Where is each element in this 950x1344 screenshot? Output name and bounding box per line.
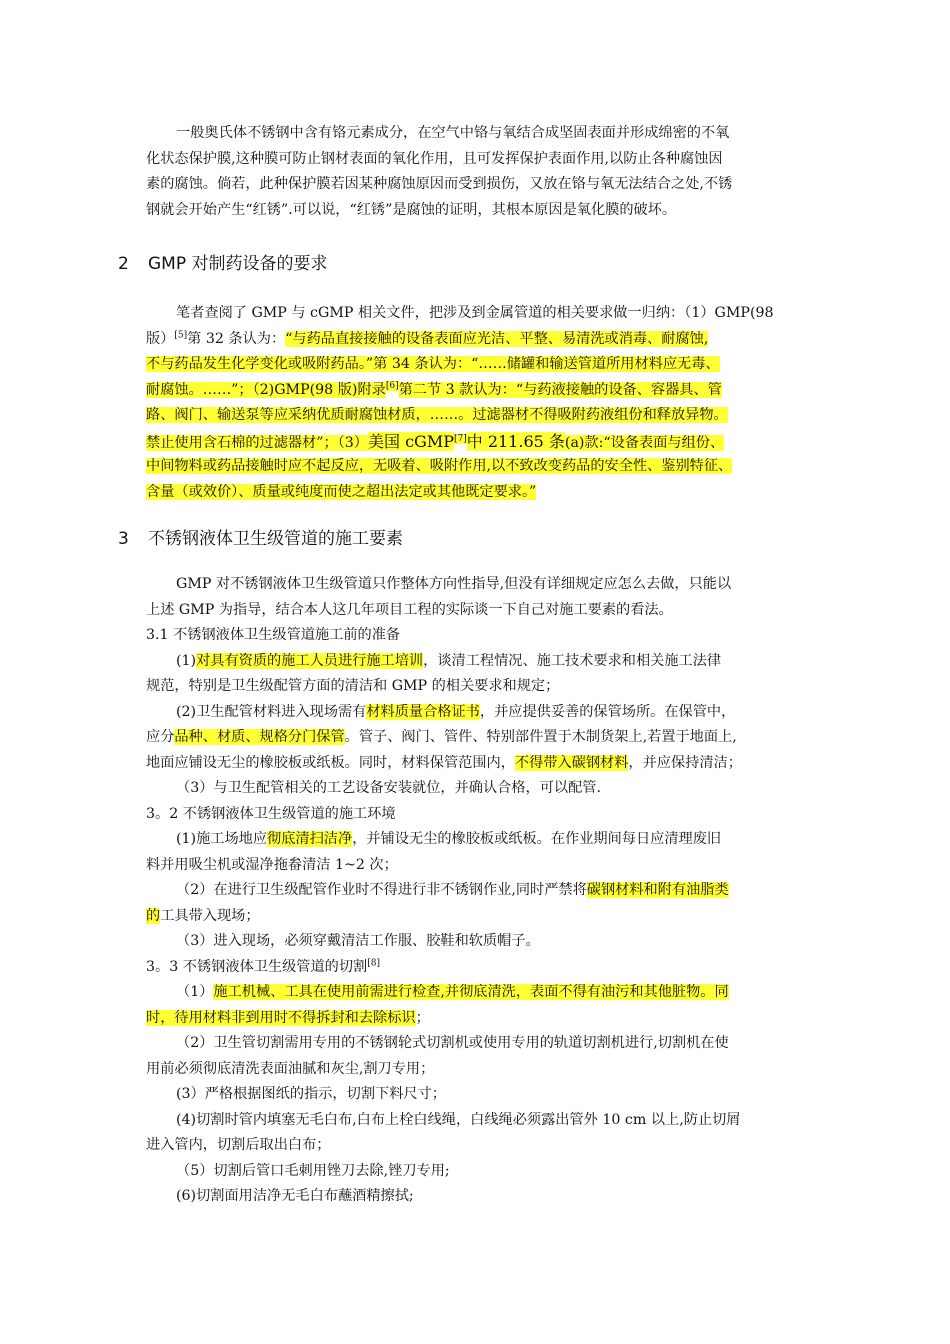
highlighted-text: (a)款:“设备表面与组份、 — [564, 434, 725, 451]
text-line: 化状态保护膜,这种膜可防止钢材表面的氧化作用，且可发挥保护表面作用,以防止各种腐蚀因 — [146, 150, 723, 167]
text-line: （3）与卫生配管相关的工艺设备安装就位，并确认合格，可以配管. — [176, 780, 601, 796]
highlighted-text: 中间物料或药品接触时应不起反应，无吸着、吸附作用,以不致改变药品的安全性、鉴别特征、 — [146, 458, 733, 474]
text-line: 的工具带入现场； — [146, 907, 260, 924]
text-line: 应分品种、材质、规格分门保管。管子、阀门、管件、特别部件置于木制货架上,若置于地面上, — [146, 729, 737, 745]
text-line: （2）卫生管切割需用专用的不锈钢轮式切割机或使用专用的轨道切割机进行,切割机在使 — [176, 1035, 729, 1051]
section-2-paragraph — [146, 301, 806, 505]
text-line — [146, 403, 806, 429]
highlighted-text: 中 211.65 条 — [466, 431, 565, 451]
text-line — [146, 480, 806, 506]
text-line: (3）严格根据图纸的指示，切割下料尺寸； — [176, 1086, 446, 1102]
text-line: （3）进入现场，必须穿戴清洁工作服、胶鞋和软质帽子。 — [176, 933, 540, 949]
highlighted-text: 不得带入碳钢材料 — [514, 754, 629, 771]
citation: [6] — [385, 380, 399, 391]
text-line: （1）施工机械、工具在使用前需进行检查,并彻底清洗，表面不得有油污和其他脏物。同 — [176, 984, 729, 1000]
text-line: (6)切割面用洁净无毛白布蘸酒精擦拭; — [176, 1188, 414, 1204]
highlighted-text: “与药品直接接触的设备表面应光洁、平整、易清洗或消毒、耐腐蚀, — [285, 330, 709, 347]
text-line: （5）切割后管口毛刺用锉刀去除,锉刀专用; — [176, 1162, 450, 1179]
text-line: (1)对具有资质的施工人员进行施工培训，谈清工程情况、施工技术要求和相关施工法律 — [176, 652, 722, 669]
highlighted-text: 含量（或效价）、质量或纯度而使之超出法定或其他既定要求。” — [146, 483, 537, 500]
highlighted-text: 美国 cGMP — [368, 431, 454, 451]
highlighted-text: 对具有资质的施工人员进行施工培训 — [196, 652, 424, 669]
citation: [5] — [174, 329, 188, 340]
citation: [8] — [367, 957, 380, 968]
section-3-heading — [118, 524, 403, 549]
highlighted-text: 材料质量合格证书 — [366, 703, 480, 720]
text-line — [146, 454, 806, 480]
citation: [7] — [453, 433, 467, 444]
text-line: (1)施工场地应彻底清扫洁净，并铺设无尘的橡胶板或纸板。在作业期间每日应清理废旧 — [176, 831, 722, 847]
text-line: 料并用吸尘机或湿净拖畚清洁 1~2 次； — [146, 856, 398, 873]
intro-paragraph — [146, 121, 806, 223]
section-number: 3 — [118, 529, 129, 549]
highlighted-text: 施工机械、工具在使用前需进行检查,并彻底清洗，表面不得有油污和其他脏物。同 — [213, 984, 729, 1000]
text-line: 笔者查阅了 GMP 与 cGMP 相关文件，把涉及到金属管道的相关要求做一归纳：（1）GMP(98 — [176, 305, 774, 321]
highlighted-text: 的 — [146, 907, 161, 924]
section-number: 2 — [118, 254, 129, 274]
text-line: 规范，特别是卫生级配管方面的清洁和 GMP 的相关要求和规定； — [146, 678, 560, 694]
highlighted-text: 彻底清扫洁净 — [267, 831, 353, 847]
subsection-heading: 3.1 不锈钢液体卫生级管道施工前的准备 — [146, 627, 401, 643]
text-line: 版）[5]第 32 条认为：“与药品直接接触的设备表面应光洁、平整、易清洗或消毒、耐腐蚀, — [146, 329, 709, 347]
text-line: 素的腐蚀。倘若，此种保护膜若因某种腐蚀原因而受到损伤，又放在铬与氧无法结合之处,不锈 — [146, 176, 733, 192]
text-line: GMP 对不锈钢液体卫生级管道只作整体方向性指导,但没有详细规定应怎么去做，只能以 — [176, 576, 732, 592]
highlighted-text: 耐腐蚀。……”；（2)GMP(98 版)附录 — [146, 381, 386, 398]
section-3-body — [146, 572, 806, 1210]
highlighted-text: 时，待用材料非到用时不得拆封和去除标识 — [146, 1009, 416, 1026]
highlighted-text: 第二节 3 款认为：“与药液接触的设备、容器具、管 — [398, 381, 722, 398]
section-title: 不锈钢液体卫生级管道的施工要素 — [148, 529, 403, 549]
section-2-heading — [118, 249, 328, 274]
highlighted-text: 品种、材质、规格分门保管 — [174, 729, 345, 745]
text-line: 一般奥氏体不锈钢中含有铬元素成分，在空气中铬与氧结合成坚固表面并形成绵密的不氧 — [176, 125, 730, 141]
highlighted-text: 路、阀门、输送泵等应采纳优质耐腐蚀材质，……。过滤器材不得吸附药液组份和释放异物。 — [146, 407, 728, 423]
text-line: (4)切割时管内填塞无毛白布,白布上栓白线绳，白线绳必须露出管外 10 cm 以上,防止切屑 — [176, 1111, 741, 1128]
text-line — [146, 352, 806, 378]
section-title: GMP 对制药设备的要求 — [148, 254, 328, 274]
highlighted-text: 不与药品发生化学变化或吸附药品。”第 34 条认为：“……储罐和输送管道所用材料应无毒、 — [146, 356, 720, 372]
text-line: 上述 GMP 为指导，结合本人这几年项目工程的实际谈一下自己对施工要素的看法。 — [146, 601, 673, 618]
subsection-heading: 3。3 不锈钢液体卫生级管道的切割[8] — [146, 957, 380, 975]
text-line: （2）在进行卫生级配管作业时不得进行非不锈钢作业,同时严禁将碳钢材料和附有油脂类 — [176, 882, 729, 898]
text-line: 进入管内，切割后取出白布； — [146, 1137, 331, 1153]
highlighted-text: 禁止使用含石棉的过滤器材”；（3） — [146, 434, 368, 451]
text-line: 地面应铺设无尘的橡胶板或纸板。同时，材料保管范围内，不得带入碳钢材料，并应保持清洁； — [146, 754, 742, 771]
text-line — [146, 378, 806, 404]
text-line: 钢就会开始产生“红锈”.可以说，“红锈”是腐蚀的证明，其根本原因是氧化膜的破坏。 — [146, 201, 677, 218]
text-line: 时，待用材料非到用时不得拆封和去除标识； — [146, 1009, 430, 1026]
text-line: 用前必须彻底清洗表面油腻和灰尘,割刀专用； — [146, 1060, 435, 1077]
text-line: (2)卫生配管材料进入现场需有材料质量合格证书，并应提供妥善的保管场所。在保管中， — [176, 703, 736, 720]
text-line — [146, 429, 806, 455]
subsection-heading: 3。2 不锈钢液体卫生级管道的施工环境 — [146, 805, 396, 822]
highlighted-text: 碳钢材料和附有油脂类 — [586, 882, 729, 898]
